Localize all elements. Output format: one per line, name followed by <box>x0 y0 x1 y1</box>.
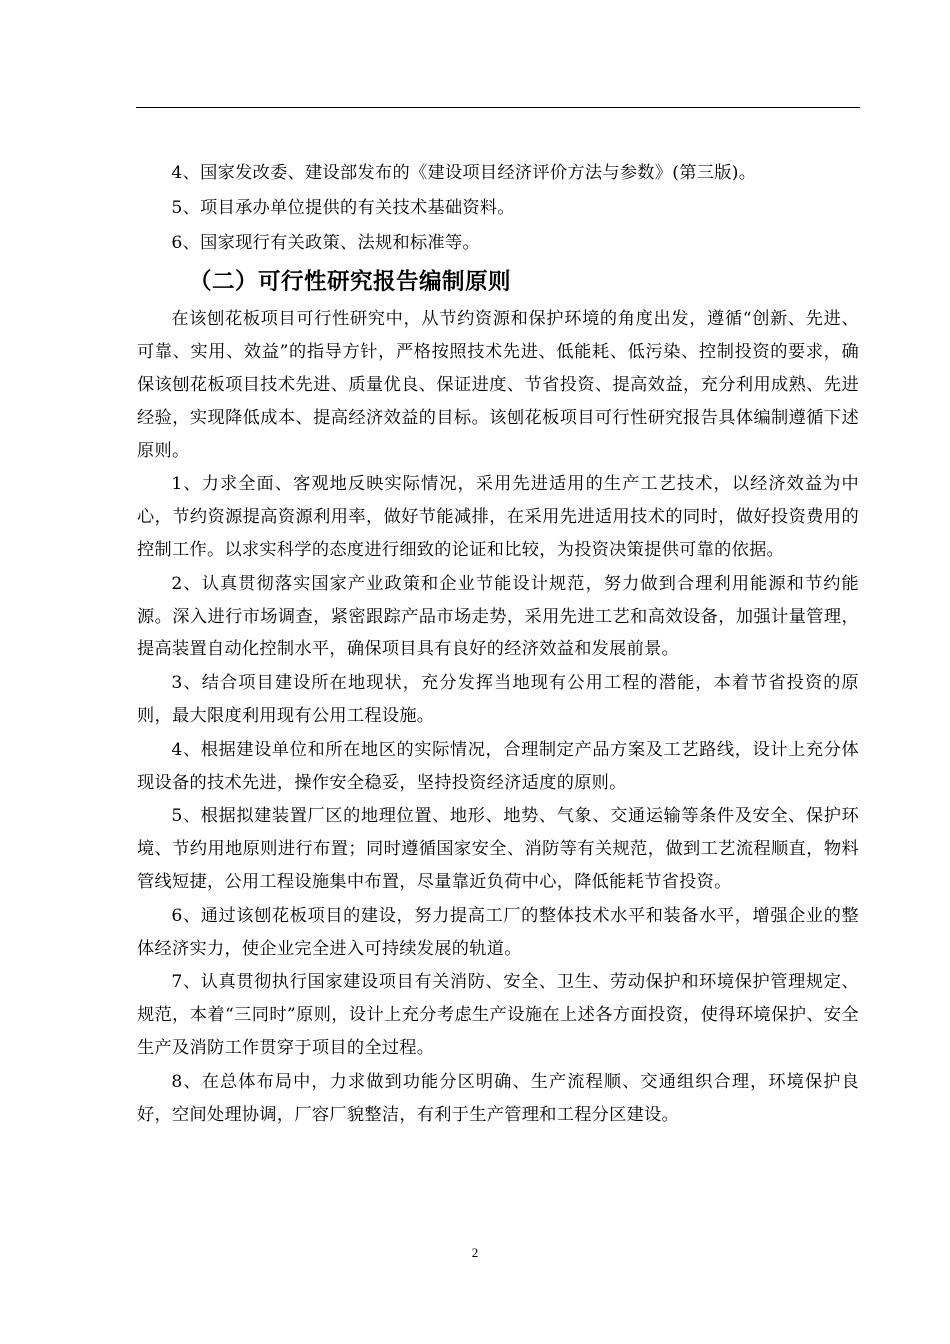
section-intro: 在该刨花板项目可行性研究中，从节约资源和保护环境的角度出发，遵循“创新、先进、可靠、实用、效益”的指导方针，严格按照技术先进、低能耗、低污染、控制投资的要求，确保该刨花板项目技术先进、质量优良、保证进度、节省投资、提高效益，充分利用成熟、先进经验，实现降低成本、提高经济效益的目标。该刨花板项目可行性研究报告具体编制遵循下述原则。 <box>137 309 859 461</box>
principle-item: 2、认真贯彻落实国家产业政策和企业节能设计规范，努力做到合理利用能源和节约能源。深入进行市场调查，紧密跟踪产品市场走势，采用先进工艺和高效设备，加强计量管理，提高装置自动化控制水平，确保项目具有良好的经济效益和发展前景。 <box>137 573 859 660</box>
principle-item: 7、认真贯彻执行国家建设项目有关消防、安全、卫生、劳动保护和环境保护管理规定、规范，本着“三同时”原则，设计上充分考虑生产设施在上述各方面投资，使得环境保护、安全生产及消防工作贯穿于项目的全过程。 <box>137 972 859 1058</box>
principle-item: 8、在总体布局中，力求做到功能分区明确、生产流程顺、交通组织合理，环境保护良好，空间处理协调，厂容厂貌整洁，有利于生产管理和工程分区建设。 <box>137 1071 859 1125</box>
principle-item: 3、结合项目建设所在地现状，充分发挥当地现有公用工程的潜能，本着节省投资的原则，最大限度利用现有公用工程设施。 <box>137 673 859 726</box>
page-number: 2 <box>471 1245 479 1260</box>
reference-item: 4、国家发改委、建设部发布的《建设项目经济评价方法与参数》(第三版)。 <box>171 163 757 183</box>
section-title: （二）可行性研究报告编制原则 <box>189 269 512 296</box>
header-rule <box>136 107 860 108</box>
principle-item: 6、通过该刨花板项目的建设，努力提高工厂的整体技术水平和装备水平，增强企业的整体经济实力，使企业完全进入可持续发展的轨道。 <box>137 905 859 959</box>
reference-item: 5、项目承办单位提供的有关技术基础资料。 <box>171 197 515 218</box>
principle-item: 4、根据建设单位和所在地区的实际情况，合理制定产品方案及工艺路线，设计上充分体现设备的技术先进，操作安全稳妥，坚持投资经济适度的原则。 <box>137 739 859 793</box>
principle-item: 5、根据拟建装置厂区的地理位置、地形、地势、气象、交通运输等条件及安全、保护环境、节约用地原则进行布置；同时遵循国家安全、消防等有关规范，做到工艺流程顺直，物料管线短捷，公用工程设施集中布置，尽量靠近负荷中心，降低能耗节省投资。 <box>137 806 859 892</box>
principle-item: 1、力求全面、客观地反映实际情况，采用先进适用的生产工艺技术，以经济效益为中心，节约资源提高资源利用率，做好节能减排，在采用先进适用技术的同时，做好投资费用的控制工作。以求实科学的态度进行细致的论证和比较，为投资决策提供可靠的依据。 <box>137 474 859 560</box>
reference-item: 6、国家现行有关政策、法规和标准等。 <box>171 232 480 253</box>
document-body <box>137 157 859 1131</box>
